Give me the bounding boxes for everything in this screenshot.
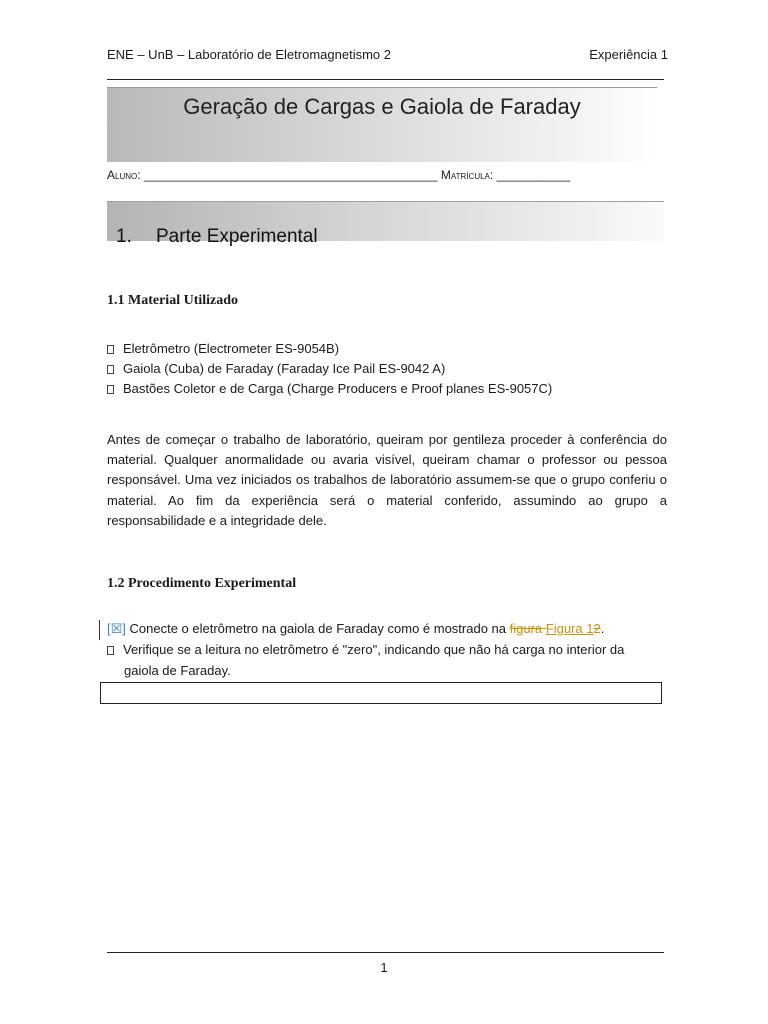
step2-text-line1: Verifique se a leitura no eletrômetro é "zero", indicando que não há carga no interior da	[123, 642, 625, 657]
aluno-label: Aluno:	[107, 168, 141, 182]
list-item	[107, 361, 445, 376]
revision-bar	[99, 620, 100, 640]
checkbox-icon	[107, 646, 114, 655]
list-marker-icon: [☒]	[107, 621, 126, 636]
subheading-material: 1.1 Material Utilizado	[107, 293, 239, 308]
checkbox-icon	[107, 345, 114, 354]
header-right-text: Experiência 1	[589, 47, 668, 62]
checkbox-icon	[107, 385, 114, 394]
list-item-text: Eletrômetro (Electrometer ES-9054B)	[123, 341, 340, 356]
list-item-continuation	[124, 663, 231, 678]
list-item	[107, 381, 552, 396]
figure-number-old: 2	[593, 621, 601, 636]
document-title: Geração de Cargas e Gaiola de Faraday	[183, 94, 581, 119]
section-number: 1.	[116, 226, 132, 247]
list-item-text: Bastões Coletor e de Carga (Charge Producers e Proof planes ES-9057C)	[123, 381, 553, 396]
intro-paragraph: Antes de começar o trabalho de laboratório, queiram por gentileza proceder à conferência do material. Qualquer anormalidade ou avaria visível, queiram chamar o professor ou pessoa responsável. Uma vez iniciados os trabalhos de laboratório assumem-se que o grupo conferiu o material. Ao fim da experiência será o material conferido, assumindo ao grupo a responsabilidade e a integridade dele.	[107, 432, 667, 528]
list-item-text: Gaiola (Cuba) de Faraday (Faraday Ice Pail ES-9042 A)	[123, 361, 446, 376]
header-left-text: ENE – UnB – Laboratório de Eletromagnetismo 2	[107, 47, 391, 62]
page-number: 1	[380, 960, 388, 975]
deleted-text: figura	[509, 621, 546, 636]
empty-figure-frame	[100, 682, 662, 704]
subheading-procedure: 1.2 Procedimento Experimental	[107, 576, 297, 591]
figure-number-new: 1	[586, 621, 594, 636]
list-item	[107, 621, 604, 637]
title-banner	[107, 87, 657, 162]
header-rule	[107, 79, 664, 80]
step1-text: Conecte o eletrômetro na gaiola de Faraday como é mostrado na	[129, 621, 510, 636]
section-title: Parte Experimental	[156, 226, 318, 247]
footer-rule	[107, 952, 664, 953]
matricula-blank: ___________	[496, 168, 570, 182]
section-banner	[107, 201, 664, 247]
matricula-label: Matrícula:	[440, 168, 494, 182]
list-item	[107, 341, 339, 356]
aluno-blank: ____________________________________________	[143, 168, 438, 182]
step1-end: .	[600, 621, 605, 636]
step2-text-line2: gaiola de Faraday.	[124, 663, 231, 678]
list-item	[107, 642, 624, 657]
checkbox-icon	[107, 365, 114, 374]
student-info-line	[107, 168, 570, 182]
figure-reference-link[interactable]: Figura	[545, 621, 587, 636]
